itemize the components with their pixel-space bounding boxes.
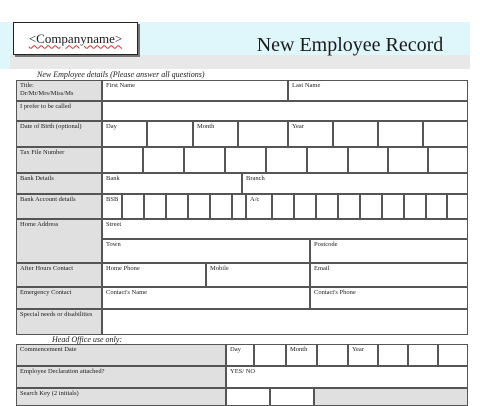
title-options-text: Dr/Mr/Mrs/Miss/Ms	[20, 90, 74, 97]
tfn-box[interactable]	[266, 147, 307, 173]
special-needs-field[interactable]	[102, 309, 468, 335]
contact-name-label: Contact's Name	[106, 289, 148, 296]
account-box[interactable]	[447, 194, 468, 219]
dob-year-box-1[interactable]	[333, 121, 378, 147]
email-label: Email	[314, 265, 330, 272]
tfn-box[interactable]	[143, 147, 184, 173]
search-key-filler	[314, 388, 468, 406]
title-label-text: Title:	[20, 82, 34, 89]
dob-year-label: Year	[292, 123, 304, 130]
commence-day-label-cell	[226, 344, 254, 366]
commence-day-box[interactable]	[254, 344, 286, 366]
contact-phone-label: Contact's Phone	[314, 289, 356, 296]
bsb-label: BSB	[106, 196, 119, 203]
bsb-box[interactable]	[166, 194, 188, 219]
branch-field[interactable]	[242, 173, 468, 194]
company-name: <Companyname>	[28, 30, 123, 46]
contact-name-field[interactable]	[102, 287, 310, 309]
commence-day-label: Day	[230, 346, 241, 353]
search-key-box-2[interactable]	[270, 388, 314, 406]
commence-month-label-cell	[286, 344, 317, 366]
first-name-field[interactable]	[102, 80, 288, 101]
special-needs-label: Special needs or disabilities	[16, 309, 102, 335]
dob-day-label: Day	[106, 123, 117, 130]
form-title: New Employee Record	[256, 34, 444, 56]
dob-day-label-cell	[102, 121, 147, 147]
search-key-label: Search Key (2 initials)	[16, 388, 226, 406]
tfn-box[interactable]	[348, 147, 388, 173]
bank-details-label: Bank Details	[16, 173, 102, 194]
account-box[interactable]	[382, 194, 404, 219]
company-name-box	[13, 22, 138, 55]
tfn-box[interactable]	[102, 147, 143, 173]
town-field[interactable]	[102, 239, 310, 263]
bank-field[interactable]	[102, 173, 242, 194]
bsb-box[interactable]	[122, 194, 144, 219]
bsb-box[interactable]	[210, 194, 232, 219]
email-field[interactable]	[310, 263, 468, 287]
tfn-box[interactable]	[184, 147, 225, 173]
commence-year-label: Year	[352, 346, 364, 353]
account-box[interactable]	[272, 194, 294, 219]
search-key-box-1[interactable]	[226, 388, 270, 406]
after-hours-label: After Hours Contact	[16, 263, 102, 287]
dob-year-box-2[interactable]	[378, 121, 423, 147]
account-box[interactable]	[338, 194, 360, 219]
first-name-label: First Name	[106, 82, 136, 89]
commence-month-label: Month	[290, 346, 308, 353]
account-label-cell	[246, 194, 272, 219]
postcode-label: Postcode	[314, 241, 338, 248]
emergency-contact-label: Emergency Contact	[16, 287, 102, 309]
tfn-label: Tax File Number	[16, 147, 102, 173]
account-box[interactable]	[294, 194, 316, 219]
account-box[interactable]	[426, 194, 447, 219]
bank-account-label: Bank Account details	[16, 194, 102, 219]
last-name-label: Last Name	[292, 82, 321, 89]
contact-phone-field[interactable]	[310, 287, 468, 309]
account-box[interactable]	[316, 194, 338, 219]
branch-label: Branch	[246, 175, 265, 182]
account-label: A/c	[250, 196, 260, 203]
bsb-label-cell	[102, 194, 122, 219]
account-box[interactable]	[404, 194, 426, 219]
bsb-box[interactable]	[188, 194, 210, 219]
commence-month-box[interactable]	[317, 344, 348, 366]
home-address-label: Home Address	[16, 219, 102, 263]
preferred-name-label: I prefer to be called	[16, 101, 102, 121]
last-name-field[interactable]	[288, 80, 468, 101]
account-box[interactable]	[360, 194, 382, 219]
head-office-form	[16, 344, 468, 404]
declaration-label: Employee Declaration attached?	[16, 366, 226, 388]
tfn-box[interactable]	[225, 147, 266, 173]
tfn-box[interactable]	[388, 147, 428, 173]
commence-year-box-3[interactable]	[438, 344, 468, 366]
dob-month-label: Month	[197, 123, 215, 130]
commence-year-label-cell	[348, 344, 378, 366]
mobile-field[interactable]	[206, 263, 310, 287]
section-caption-details: New Employee details (Please answer all questions)	[37, 70, 205, 79]
tfn-box[interactable]	[307, 147, 348, 173]
mobile-label: Mobile	[210, 265, 229, 272]
bsb-box[interactable]	[144, 194, 166, 219]
dob-month-label-cell	[193, 121, 238, 147]
dob-label: Date of Birth (optional)	[16, 121, 102, 147]
declaration-yes-no[interactable]: YES/ NO	[226, 366, 468, 388]
bank-label: Bank	[106, 175, 120, 182]
commencement-date-label: Commencement Date	[16, 344, 226, 366]
dob-month-box[interactable]	[238, 121, 288, 147]
commence-year-box-2[interactable]	[408, 344, 438, 366]
town-label: Town	[106, 241, 121, 248]
dob-year-box-3[interactable]	[423, 121, 468, 147]
section-caption-head-office: Head Office use only:	[52, 335, 122, 344]
street-field[interactable]	[102, 219, 468, 239]
commence-year-box-1[interactable]	[378, 344, 408, 366]
home-phone-field[interactable]	[102, 263, 206, 287]
home-phone-label: Home Phone	[106, 265, 140, 272]
bsb-box[interactable]	[232, 194, 246, 219]
title-label	[16, 80, 102, 101]
employee-details-form	[16, 80, 468, 335]
tfn-box[interactable]	[428, 147, 468, 173]
dob-year-label-cell	[288, 121, 333, 147]
preferred-name-field[interactable]	[102, 101, 468, 121]
dob-day-box[interactable]	[147, 121, 193, 147]
postcode-field[interactable]	[310, 239, 468, 263]
street-label: Street	[106, 221, 122, 228]
